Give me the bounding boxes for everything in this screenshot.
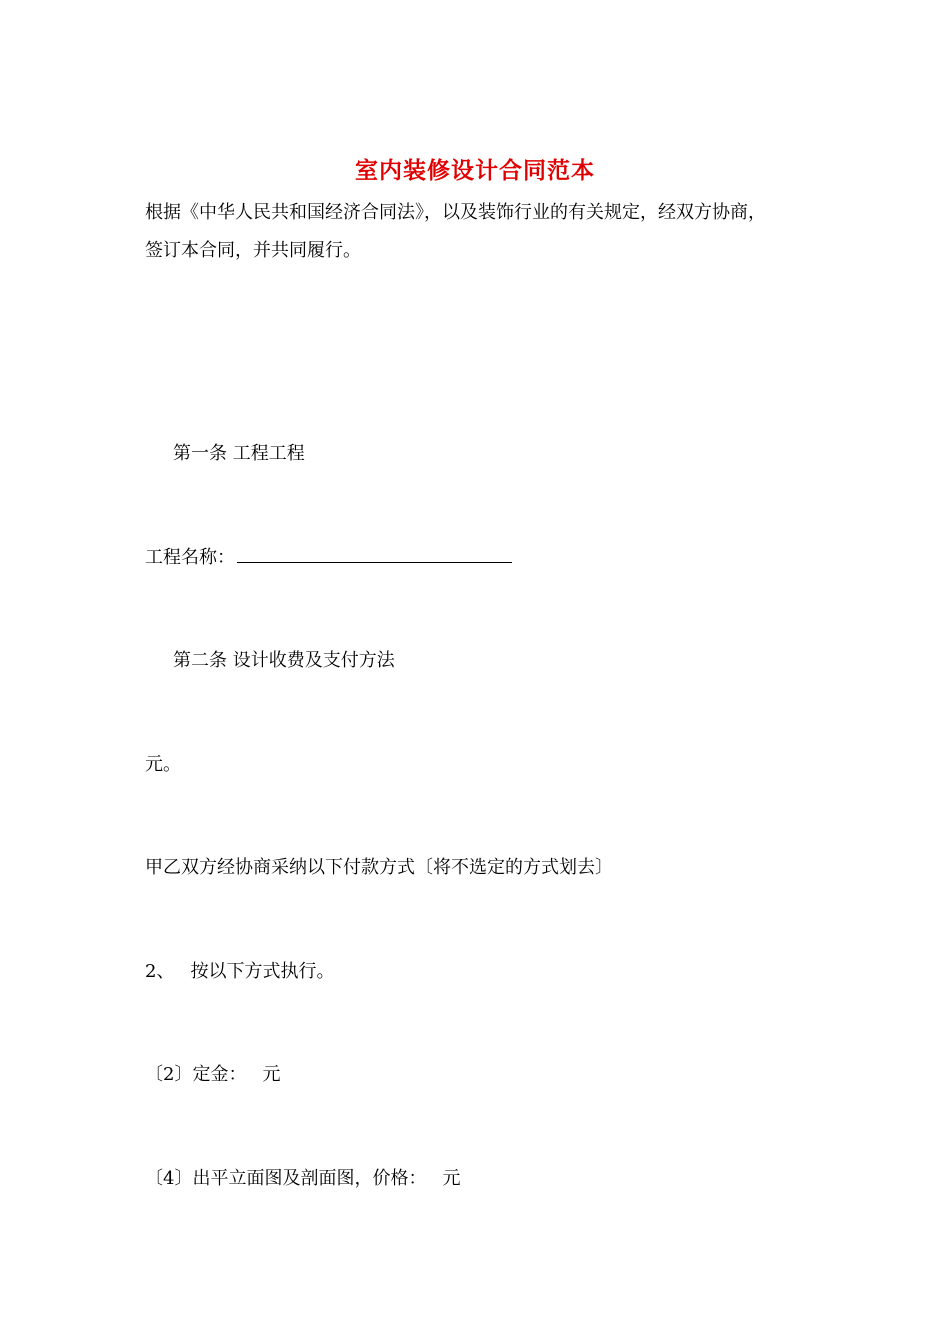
intro-line-2: 签订本合同，并共同履行。 bbox=[145, 240, 361, 261]
project-name-blank bbox=[237, 548, 512, 563]
article-1-heading: 第一条 工程工程 bbox=[173, 443, 305, 464]
drawing-price-row bbox=[145, 1162, 460, 1196]
payment-method-line: 甲乙双方经协商采纳以下付款方式〔将不选定的方式划去〕 bbox=[145, 857, 613, 878]
deposit-label: 〔2〕定金： bbox=[145, 1064, 247, 1085]
item-2-row bbox=[145, 955, 334, 989]
article-2-heading: 第二条 设计收费及支付方法 bbox=[173, 650, 395, 671]
project-name-label: 工程名称： bbox=[145, 547, 235, 568]
document-title: 室内装修设计合同范本 bbox=[355, 157, 595, 184]
item-2-number: 2、 bbox=[145, 961, 175, 982]
drawing-price-unit: 元 bbox=[442, 1168, 461, 1189]
intro-paragraph bbox=[145, 194, 810, 270]
item-2-text: 按以下方式执行。 bbox=[190, 961, 335, 982]
deposit-row bbox=[145, 1058, 280, 1092]
intro-line-1: 根据《中华人民共和国经济合同法》，以及装饰行业的有关规定，经双方协商， bbox=[145, 202, 766, 223]
deposit-unit: 元 bbox=[262, 1064, 281, 1085]
project-name-row bbox=[145, 541, 512, 575]
drawing-price-label: 〔4〕出平立面图及剖面图，价格： bbox=[145, 1168, 427, 1189]
yuan-line: 元。 bbox=[145, 754, 181, 775]
